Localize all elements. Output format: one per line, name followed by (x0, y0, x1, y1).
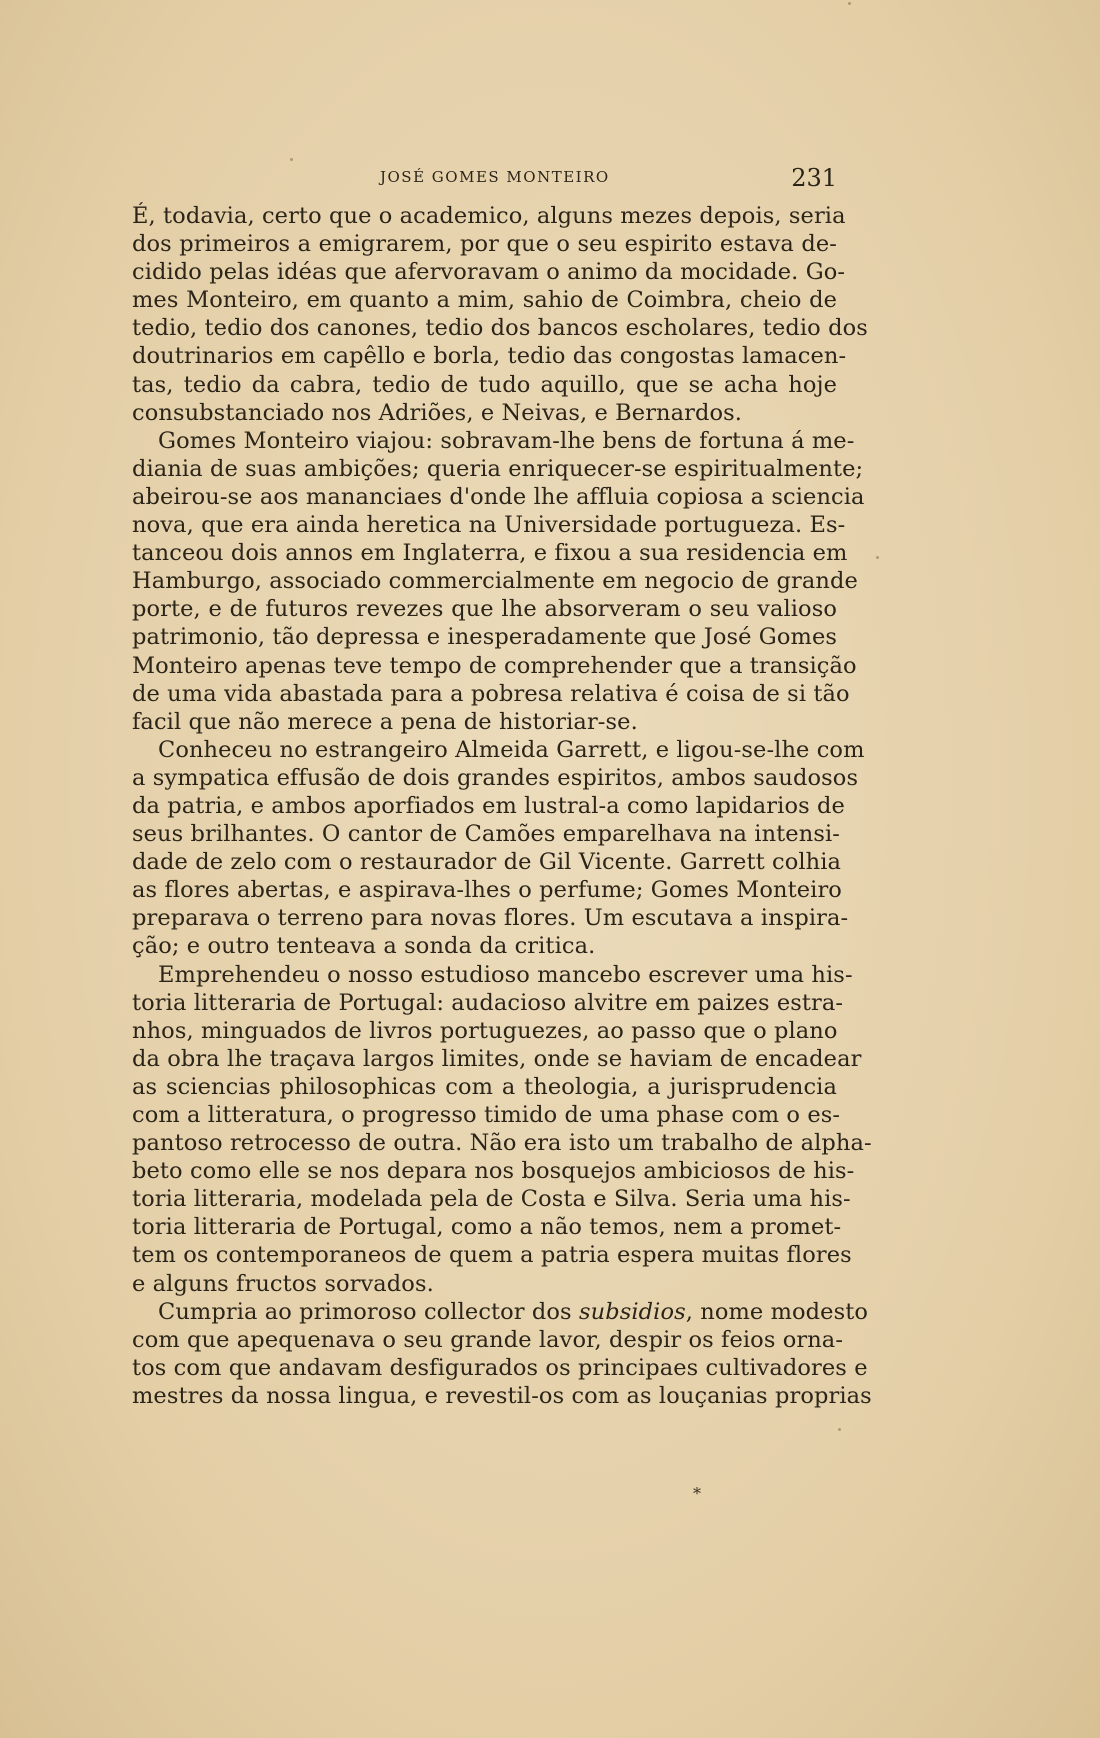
text-line: preparava o terreno para novas flores. Um escutava a inspira- (132, 905, 849, 932)
text-segment: Cumpria ao primoroso collector dos (158, 1298, 579, 1325)
text-line: facil que não merece a pena de historiar-se. (132, 708, 638, 735)
text-line: doutrinarios em capêllo e borla, tedio das congostas lamacen- (132, 343, 847, 370)
text-line: toria litteraria de Portugal: audacioso alvitre em paizes estra- (132, 989, 844, 1016)
text-line: dos primeiros a emigrarem, por que o seu espirito estava de- (132, 231, 837, 258)
text-line: dade de zelo com o restaurador de Gil Vicente. Garrett colhia (132, 849, 842, 876)
text-line: ção; e outro tenteava a sonda da critica. (132, 933, 596, 960)
text-line: Conheceu no estrangeiro Almeida Garrett, e ligou-se-lhe com (158, 736, 865, 763)
paragraph (132, 1298, 872, 1410)
paper-speck (290, 158, 293, 161)
text-line: Gomes Monteiro viajou: sobravam-lhe bens de fortuna á me- (158, 427, 855, 454)
text-line: de uma vida abastada para a pobresa relativa é coisa de si tão (132, 680, 850, 707)
page-header (132, 166, 837, 192)
paper-speck (838, 1428, 841, 1431)
text-line: toria litteraria, modelada pela de Costa e Silva. Seria uma his- (132, 1186, 851, 1213)
paragraph (132, 961, 872, 1298)
running-title: JOSÉ GOMES MONTEIRO (380, 168, 610, 186)
text-line: pantoso retrocesso de outra. Não era isto um trabalho de alpha- (132, 1130, 872, 1157)
text-line: e alguns fructos sorvados. (132, 1270, 434, 1297)
text-line: mestres da nossa lingua, e revestil-os com as louçanias proprias (132, 1382, 872, 1409)
text-line: tedio, tedio dos canones, tedio dos bancos escholares, tedio dos (132, 315, 868, 342)
paragraph (132, 427, 865, 736)
text-line: nova, que era ainda heretica na Universidade portugueza. Es- (132, 512, 846, 539)
text-line: com que apequenava o seu grande lavor, despir os feios orna- (132, 1326, 844, 1353)
text-line: tem os contemporaneos de quem a patria espera muitas flores (132, 1242, 852, 1269)
text-line: tanceou dois annos em Inglaterra, e fixou a sua residencia em (132, 540, 848, 567)
text-line: mes Monteiro, em quanto a mim, sahio de Coimbra, cheio de (132, 287, 837, 314)
text-line: nhos, minguados de livros portuguezes, ao passo que o plano (132, 1017, 838, 1044)
paragraph (132, 736, 865, 961)
text-segment: , nome modesto (685, 1298, 869, 1325)
text-line: patrimonio, tão depressa e inesperadamente que José Gomes (132, 624, 837, 651)
text-line: É, todavia, certo que o academico, alguns mezes depois, seria (132, 203, 846, 229)
italic-term: subsidios (578, 1298, 686, 1325)
text-line (132, 1298, 869, 1326)
text-line: tos com que andavam desfigurados os principaes cultivadores e (132, 1354, 868, 1381)
paper-speck (876, 556, 879, 559)
text-line: Monteiro apenas teve tempo de comprehender que a transição (132, 652, 857, 679)
text-line: com a litteratura, o progresso timido de uma phase com o es- (132, 1102, 841, 1128)
page-number: 231 (791, 164, 837, 192)
text-line: seus brilhantes. O cantor de Camões emparelhava na intensi- (132, 821, 840, 848)
text-line: Emprehendeu o nosso estudioso mancebo escrever uma his- (158, 961, 853, 988)
text-line: as flores abertas, e aspirava-lhes o perfume; Gomes Monteiro (132, 877, 842, 904)
text-line: toria litteraria de Portugal, como a não temos, nem a promet- (132, 1214, 842, 1241)
text-line: consubstanciado nos Adriões, e Neivas, e Bernardos. (132, 399, 743, 426)
text-line: abeirou-se aos mananciaes d'onde lhe affluia copiosa a sciencia (132, 483, 865, 510)
page-body (132, 202, 872, 1410)
text-line: beto como elle se nos depara nos bosquejos ambiciosos de his- (132, 1158, 855, 1185)
paragraph (132, 202, 868, 427)
text-line: a sympatica effusão de dois grandes espiritos, ambos saudosos (132, 764, 859, 791)
text-line: tas, tedio da cabra, tedio de tudo aquillo, que se acha hoje (132, 371, 837, 398)
text-line: da obra lhe traçava largos limites, onde se haviam de encadear (132, 1045, 862, 1072)
text-line: as sciencias philosophicas com a theologia, a jurisprudencia (132, 1073, 837, 1100)
text-line: da patria, e ambos aporfiados em lustral-a como lapidarios de (132, 792, 845, 819)
text-line: Hamburgo, associado commercialmente em negocio de grande (132, 568, 858, 595)
text-line: diania de suas ambições; queria enriquecer-se espiritualmente; (132, 455, 864, 482)
text-line: porte, e de futuros revezes que lhe absorveram o seu valioso (132, 596, 837, 623)
signature-mark: * (693, 1484, 701, 1503)
paper-speck (848, 2, 851, 5)
text-line: cidido pelas idéas que afervoravam o animo da mocidade. Go- (132, 259, 846, 286)
